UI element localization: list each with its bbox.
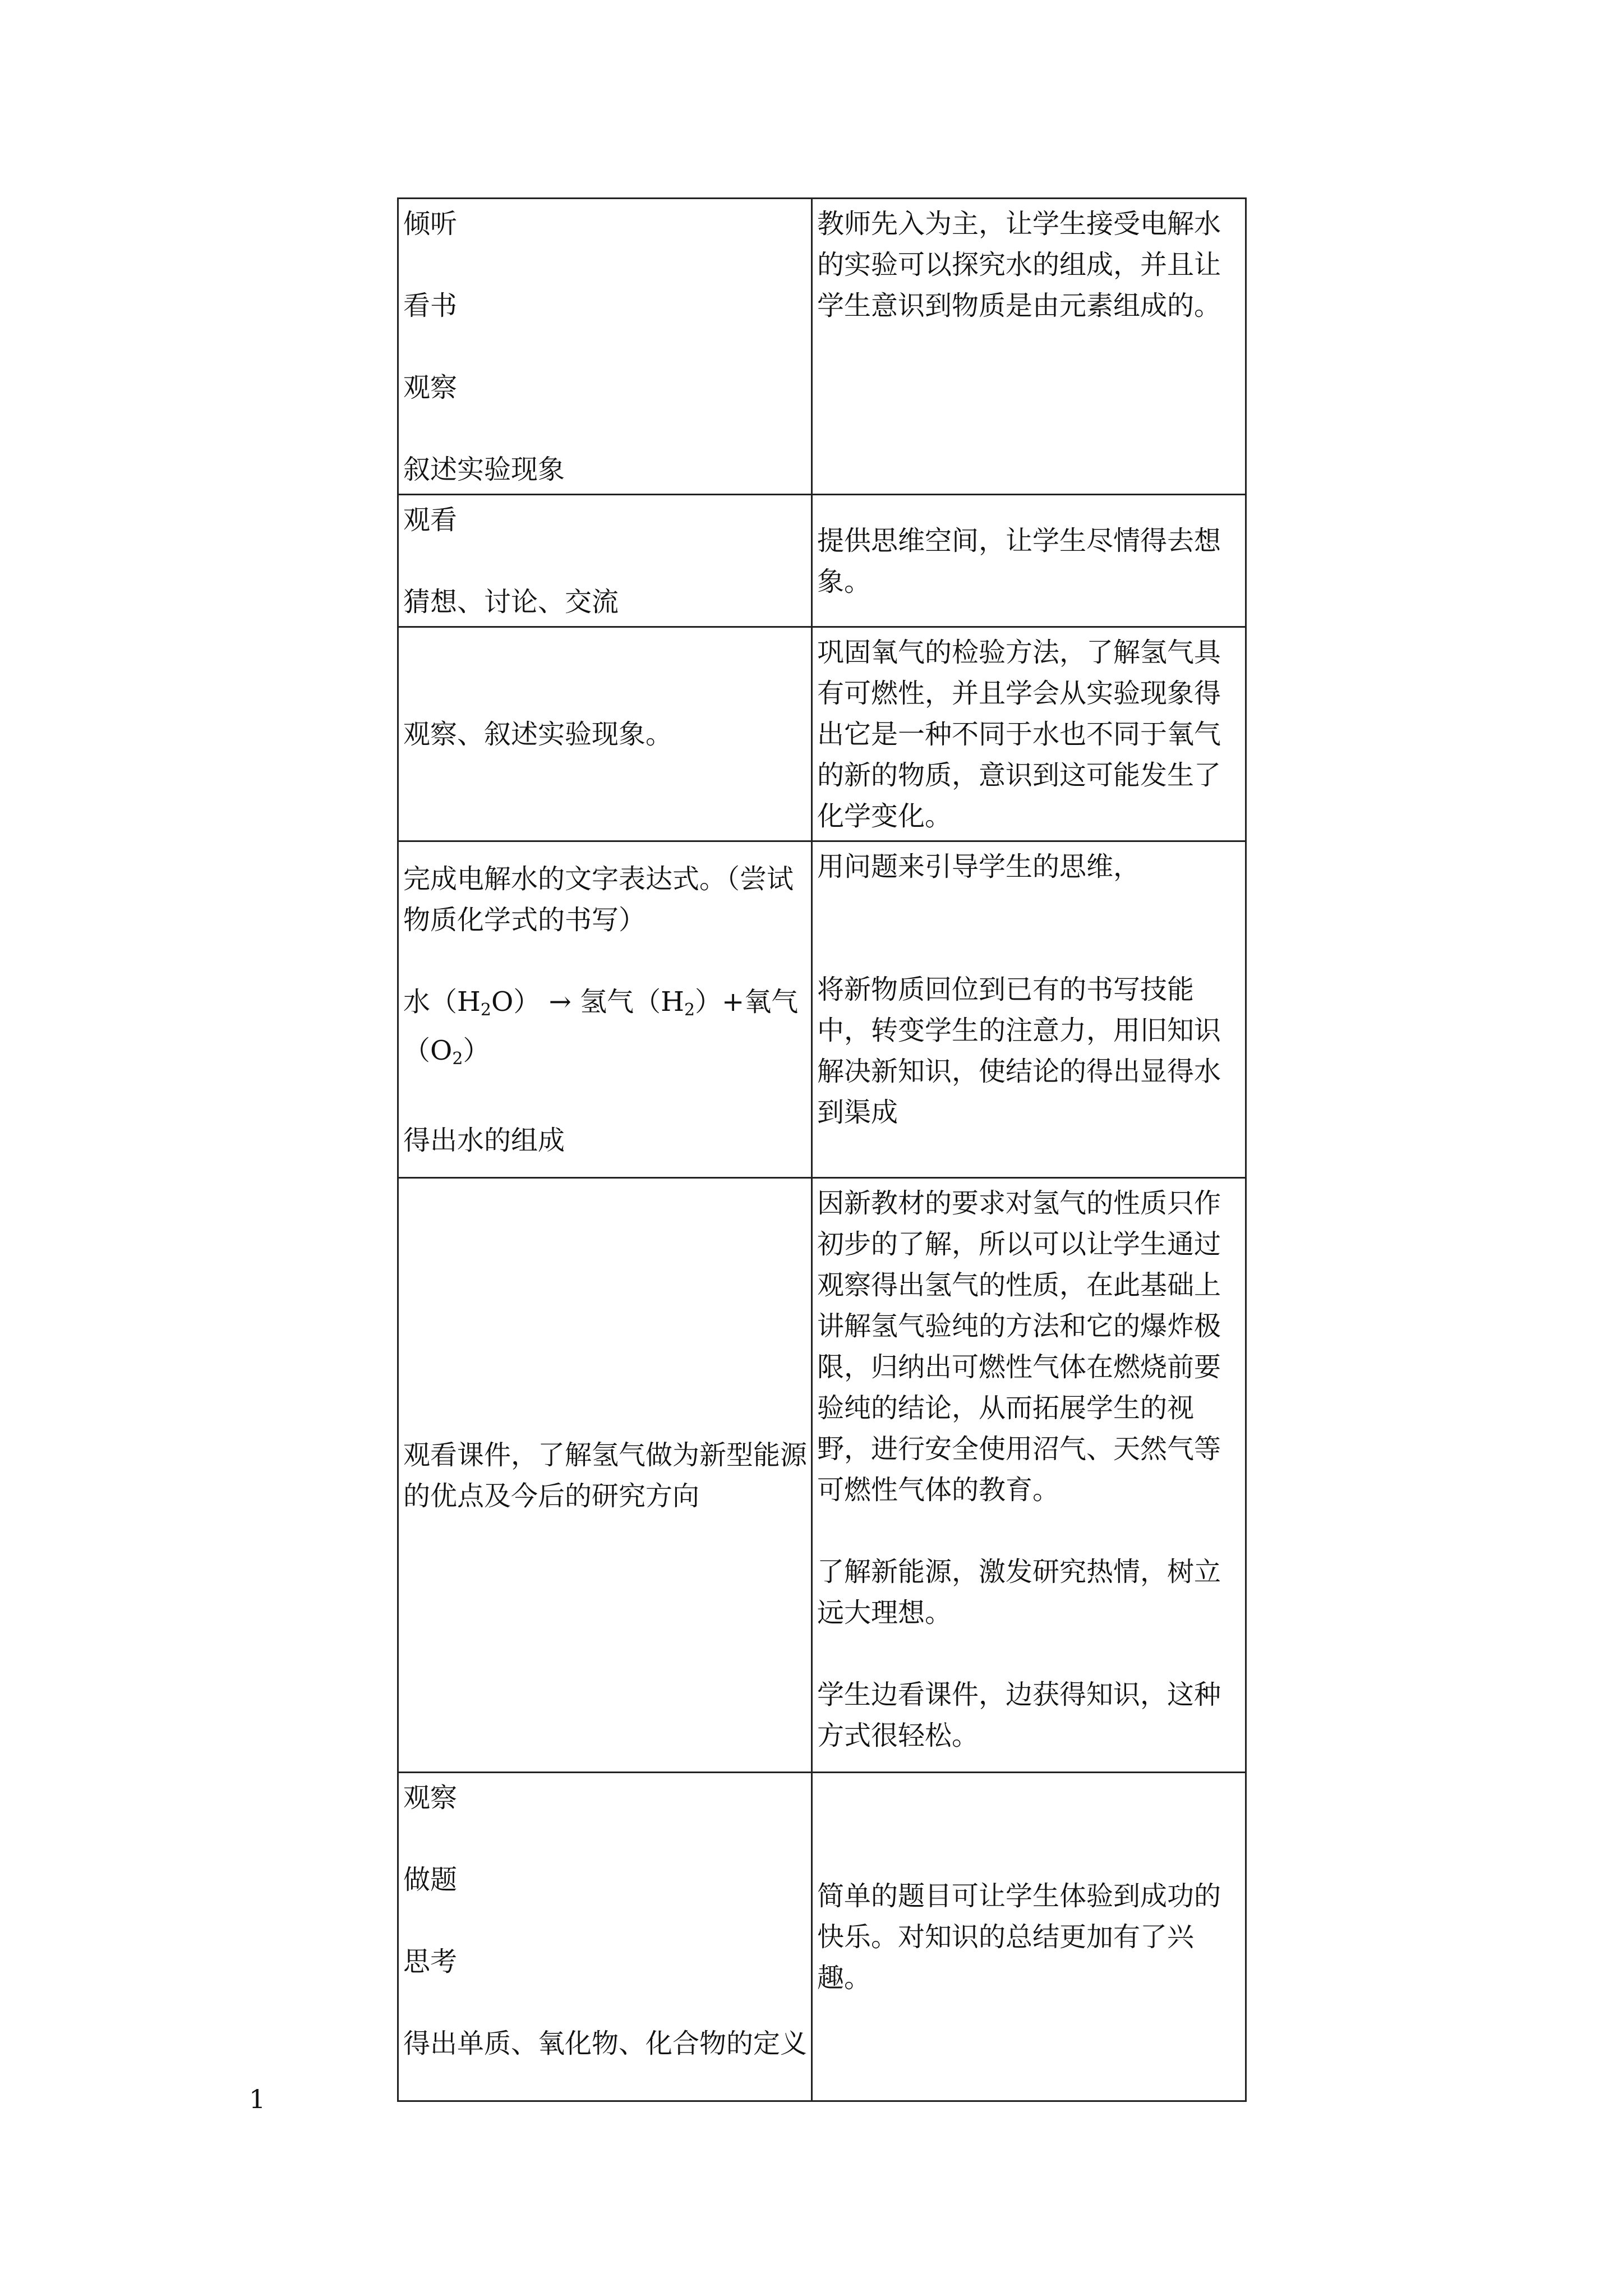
activity-line: 看书 — [403, 290, 458, 321]
electrolysis-word-equation: 水$(H_2O)$ → 氢气$(H_2)+$氧气$(O_2)$ — [403, 986, 799, 1069]
intent-text: 将新物质回位到已有的书写技能中，转变学生的注意力，用旧知识解决新知识，使结论的得出显得水到渠成 — [817, 974, 1221, 1128]
intent-text: 提供思维空间，让学生尽情得去想象。 — [817, 524, 1221, 597]
student-activity-cell — [398, 1773, 812, 2101]
table-row — [398, 627, 1246, 841]
table-row — [398, 495, 1246, 627]
activity-line: 观察、叙述实验现象。 — [403, 719, 673, 750]
activity-line: 观看 — [403, 504, 458, 536]
intent-text: 了解新能源，激发研究热情，树立远大理想。 — [817, 1556, 1221, 1628]
design-intent-cell — [812, 199, 1246, 495]
arrow-icon: → — [548, 986, 571, 1018]
activity-line: 得出单质、氧化物、化合物的定义 — [403, 2028, 808, 2059]
intent-text: 巩固氧气的检验方法，了解氢气具有可燃性，并且学会从实验现象得出它是一种不同于水也不同于氧气的新的物质，意识到这可能发生了化学变化。 — [817, 637, 1221, 832]
intent-text: 学生边看课件，边获得知识，这种方式很轻松。 — [817, 1679, 1221, 1751]
design-intent-cell — [812, 841, 1246, 1178]
table-row — [398, 841, 1246, 1178]
activity-line: 观察 — [403, 1782, 458, 1814]
activity-line: 猜想、讨论、交流 — [403, 586, 619, 618]
design-intent-cell — [812, 495, 1246, 627]
table-row — [398, 1773, 1246, 2101]
intent-text: 教师先入为主，让学生接受电解水的实验可以探究水的组成，并且让学生意识到物质是由元素组成的。 — [817, 208, 1221, 321]
table-row — [398, 1178, 1246, 1773]
student-activity-cell — [398, 495, 812, 627]
activity-line: 做题 — [403, 1864, 458, 1895]
student-activity-cell — [398, 627, 812, 841]
lesson-table — [397, 197, 1247, 2102]
design-intent-cell — [812, 1773, 1246, 2101]
table-row — [398, 199, 1246, 495]
activity-line: 观察 — [403, 372, 458, 403]
page-number: 1 — [249, 2084, 266, 2114]
activity-line: 倾听 — [403, 208, 458, 240]
activity-line: 得出水的组成 — [403, 1125, 565, 1156]
activity-line: 思考 — [403, 1946, 458, 1977]
activity-line: 完成电解水的文字表达式。（尝试物质化学式的书写） — [403, 863, 794, 936]
intent-text: 简单的题目可让学生体验到成功的快乐。对知识的总结更加有了兴趣。 — [817, 1880, 1221, 1994]
design-intent-cell — [812, 1178, 1246, 1773]
activity-line: 观看课件，了解氢气做为新型能源的优点及今后的研究方向 — [403, 1439, 808, 1512]
design-intent-cell — [812, 627, 1246, 841]
intent-text: 因新教材的要求对氢气的性质只作初步的了解，所以可以让学生通过观察得出氢气的性质，在此基础上讲解氢气验纯的方法和它的爆炸极限，归纳出可燃性气体在燃烧前要验纯的结论，从而拓展学生的视野，进行安全使用沼气、天然气等可燃性气体的教育。 — [817, 1188, 1221, 1506]
student-activity-cell — [398, 199, 812, 495]
student-activity-cell — [398, 841, 812, 1178]
intent-text: 用问题来引导学生的思维， — [817, 851, 1141, 882]
student-activity-cell — [398, 1178, 812, 1773]
activity-line: 叙述实验现象 — [403, 454, 565, 485]
